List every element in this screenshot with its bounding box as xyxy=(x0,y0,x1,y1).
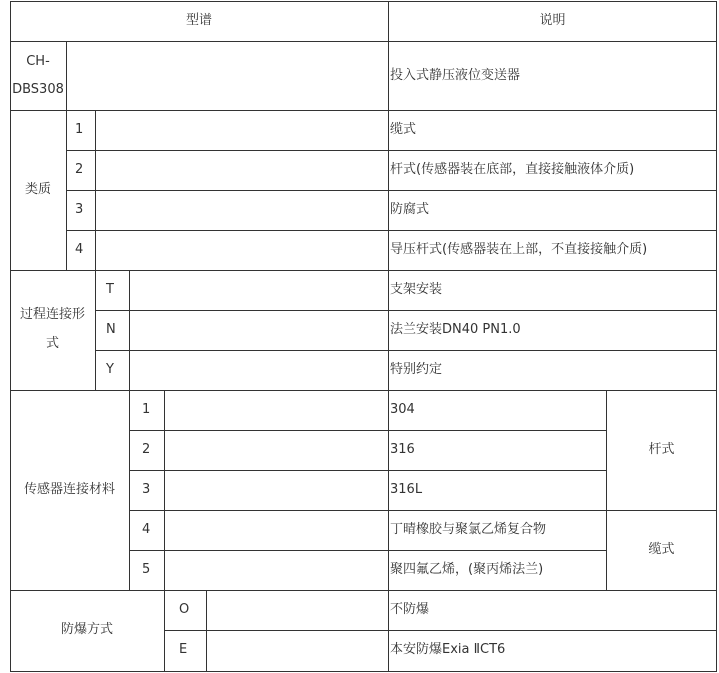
type-code: 3 xyxy=(75,202,84,217)
process-group-label-line2: 式 xyxy=(45,336,59,351)
model-code-line1: CH- xyxy=(26,54,50,69)
row-line xyxy=(10,590,717,591)
explosion-desc: 不防爆 xyxy=(390,602,430,617)
type-group-label: 类质 xyxy=(24,182,51,197)
material-code: 1 xyxy=(142,402,151,417)
material-desc: 聚四氟乙烯，(聚丙烯法兰) xyxy=(390,562,544,577)
material-desc: 316 xyxy=(390,442,415,457)
border-line xyxy=(10,1,717,2)
material-group-label: 传感器连接材料 xyxy=(23,482,115,497)
row-line xyxy=(10,110,717,111)
border-line xyxy=(10,671,717,672)
process-desc: 法兰安装DN40 PN1.0 xyxy=(390,322,521,337)
process-desc: 特别约定 xyxy=(390,362,443,377)
row-line xyxy=(129,510,717,511)
type-desc: 缆式 xyxy=(390,122,417,137)
explosion-group-label: 防爆方式 xyxy=(60,622,113,637)
type-desc: 防腐式 xyxy=(390,202,430,217)
material-code: 4 xyxy=(142,522,151,537)
type-code: 2 xyxy=(75,162,84,177)
type-code: 1 xyxy=(75,122,84,137)
row-line xyxy=(164,630,717,631)
process-group-label-line1: 过程连接形 xyxy=(19,307,85,322)
material-desc: 316L xyxy=(390,482,423,497)
type-desc: 导压杆式(传感器装在上部，不直接接触介质) xyxy=(390,242,648,257)
process-code: T xyxy=(106,282,114,297)
row-line xyxy=(66,150,717,151)
column-line xyxy=(66,41,67,271)
row-line xyxy=(66,190,717,191)
column-line xyxy=(129,270,130,591)
material-desc: 丁晴橡胶与聚氯乙烯复合物 xyxy=(390,522,547,537)
type-desc: 杆式(传感器装在底部，直接接触液体介质) xyxy=(390,162,635,177)
column-line xyxy=(164,390,165,672)
column-line xyxy=(206,590,207,672)
row-line xyxy=(95,310,717,311)
row-line xyxy=(10,390,717,391)
process-desc: 支架安装 xyxy=(390,282,443,297)
material-note-rod: 杆式 xyxy=(648,442,675,457)
explosion-code: E xyxy=(179,642,188,657)
column-line xyxy=(606,390,607,591)
header-model: 型谱 xyxy=(185,13,212,28)
column-line xyxy=(95,270,96,391)
material-note-cable: 缆式 xyxy=(648,542,675,557)
row-line xyxy=(95,350,717,351)
material-code: 3 xyxy=(142,482,151,497)
process-code: N xyxy=(106,322,116,337)
explosion-code: O xyxy=(179,602,190,617)
column-line xyxy=(388,1,389,672)
column-line xyxy=(95,110,96,271)
material-code: 5 xyxy=(142,562,151,577)
type-code: 4 xyxy=(75,242,84,257)
row-line xyxy=(129,550,606,551)
row-line xyxy=(129,430,606,431)
material-code: 2 xyxy=(142,442,151,457)
row-line xyxy=(10,270,717,271)
model-code-line2: DBS308 xyxy=(12,82,64,97)
header-desc: 说明 xyxy=(539,13,566,28)
row-line xyxy=(66,230,717,231)
process-code: Y xyxy=(106,362,114,377)
material-desc: 304 xyxy=(390,402,415,417)
row-line xyxy=(10,41,717,42)
row-line xyxy=(129,470,606,471)
model-desc: 投入式静压液位变送器 xyxy=(390,68,521,83)
explosion-desc: 本安防爆Exia ⅡCT6 xyxy=(390,642,506,657)
border-line xyxy=(716,1,717,672)
